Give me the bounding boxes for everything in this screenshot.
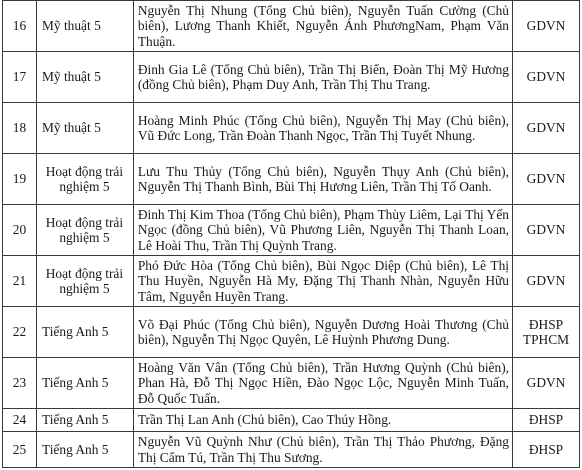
authors-cell: Hoàng Văn Vân (Tổng Chủ biên), Trần Hương Quỳnh (Chủ biên), Phan Hà, Đỗ Thị Ngọc Hiền, Đào Ngọc Lộc, Nguyễn Minh Tuấn, Đỗ Quốc Tuấn.	[133, 358, 512, 409]
authors-cell: Đinh Gia Lê (Tổng Chủ biên), Trần Thị Biển, Đoàn Thị Mỹ Hương (đồng Chủ biên), Phạm Duy Anh, Trần Thị Thu Trang.	[133, 52, 512, 103]
row-number: 17	[3, 52, 37, 103]
publisher-cell: ĐHSP	[513, 409, 580, 432]
table-row	[3, 358, 580, 409]
table-row	[3, 256, 580, 307]
publisher-cell: GDVN	[513, 154, 580, 205]
subject-cell: Mỹ thuật 5	[37, 103, 134, 154]
subject-cell: Hoạt động trải nghiệm 5	[37, 205, 134, 256]
subject-cell: Hoạt động trải nghiệm 5	[37, 256, 134, 307]
authors-cell: Nguyễn Thị Nhung (Tổng Chủ biên), Nguyễn Tuấn Cường (Chủ biên), Lương Thanh Khiết, Nguyễn Ánh PhươngNam, Phạm Văn Thuận.	[133, 1, 512, 52]
subject-cell: Mỹ thuật 5	[37, 52, 134, 103]
row-number: 18	[3, 103, 37, 154]
table-row	[3, 103, 580, 154]
publisher-cell: ĐHSP	[513, 432, 580, 468]
row-number: 24	[3, 409, 37, 432]
table-row	[3, 52, 580, 103]
publisher-cell: GDVN	[513, 52, 580, 103]
subject-cell: Tiếng Anh 5	[37, 358, 134, 409]
subject-cell: Tiếng Anh 5	[37, 409, 134, 432]
table-row	[3, 432, 580, 468]
row-number: 20	[3, 205, 37, 256]
publisher-cell: GDVN	[513, 358, 580, 409]
table-row	[3, 205, 580, 256]
publisher-cell: GDVN	[513, 205, 580, 256]
publisher-cell: ĐHSP TPHCM	[513, 307, 580, 358]
row-number: 23	[3, 358, 37, 409]
table-row	[3, 409, 580, 432]
publisher-cell: GDVN	[513, 1, 580, 52]
row-number: 19	[3, 154, 37, 205]
authors-cell: Lưu Thu Thủy (Tổng Chủ biên), Nguyễn Thụy Anh (Chủ biên), Nguyễn Thị Thanh Bình, Bùi Thị Hương Liên, Trần Thị Tố Oanh.	[133, 154, 512, 205]
authors-cell: Nguyễn Vũ Quỳnh Như (Chủ biên), Trần Thị Thảo Phương, Đặng Thị Cẩm Tú, Trần Thị Thu Sương.	[133, 432, 512, 468]
subject-cell: Hoạt động trải nghiệm 5	[37, 154, 134, 205]
publisher-cell: GDVN	[513, 256, 580, 307]
table-row	[3, 154, 580, 205]
table-row	[3, 1, 580, 52]
subject-cell: Mỹ thuật 5	[37, 1, 134, 52]
authors-cell: Phó Đức Hòa (Tổng Chủ biên), Bùi Ngọc Diệp (Chủ biên), Lê Thị Thu Huyền, Nguyễn Hà My, Đặng Thị Thanh Nhàn, Nguyễn Hữu Tâm, Nguyễn Huyền Trang.	[133, 256, 512, 307]
row-number: 16	[3, 1, 37, 52]
table-row	[3, 307, 580, 358]
textbook-table	[2, 0, 580, 468]
subject-cell: Tiếng Anh 5	[37, 307, 134, 358]
authors-cell: Đinh Thị Kim Thoa (Tổng Chủ biên), Phạm Thùy Liêm, Lại Thị Yến Ngọc (đồng Chủ biên), Vũ Phương Liên, Nguyễn Thị Thanh Loan, Lê Hoài Thu, Trần Thị Quỳnh Trang.	[133, 205, 512, 256]
authors-cell: Hoàng Minh Phúc (Tổng Chủ biên), Nguyễn Thị May (Chủ biên), Vũ Đức Long, Trần Đoàn Thanh Ngọc, Trần Thị Tuyết Nhung.	[133, 103, 512, 154]
row-number: 21	[3, 256, 37, 307]
row-number: 25	[3, 432, 37, 468]
subject-cell: Tiếng Anh 5	[37, 432, 134, 468]
authors-cell: Võ Đại Phúc (Tổng Chủ biên), Nguyễn Dương Hoài Thương (Chủ biên), Nguyễn Thị Ngọc Quyên, Lê Huỳnh Phương Dung.	[133, 307, 512, 358]
authors-cell: Trần Thị Lan Anh (Chủ biên), Cao Thúy Hồng.	[133, 409, 512, 432]
publisher-cell: GDVN	[513, 103, 580, 154]
row-number: 22	[3, 307, 37, 358]
